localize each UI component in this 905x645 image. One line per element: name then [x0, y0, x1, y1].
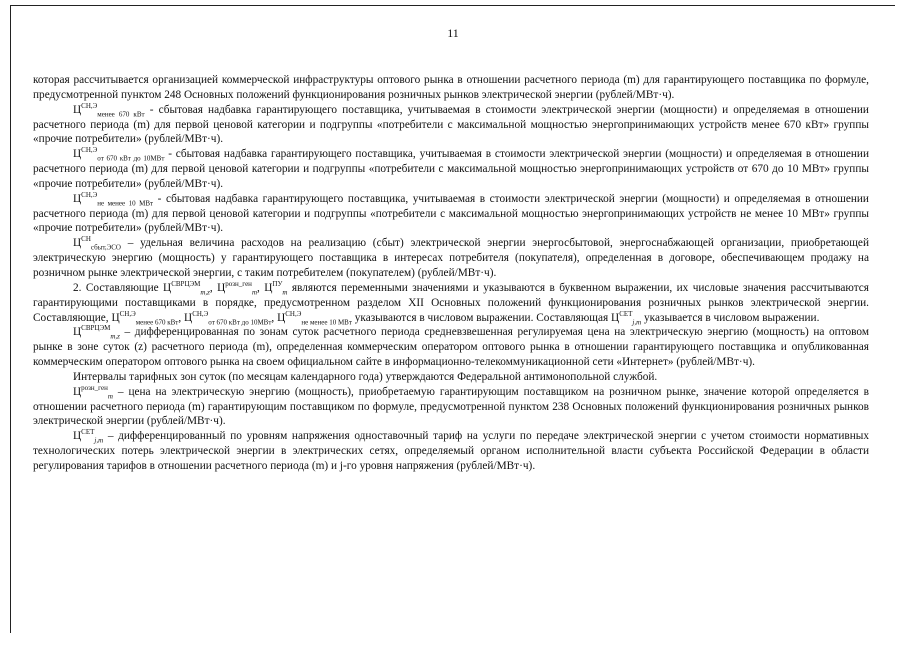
definition-text: – удельная величина расходов на реализацию (сбыт) электрической энергии энергосбытовой, энергоснабжающей организации, приобретающей электрическую энергию (мощность) у гарантирующего поставщика в интересах потребителя (покупателя), определенная в договоре, обеспечивающем продажу на розничном рынке электрической энергии, с таким потребителем (покупателем) (рублей/МВт·ч).: [33, 237, 869, 279]
paragraph-text: которая рассчитывается организацией коммерческой инфраструктуры оптового рынка в отношении расчетного периода (m) для гарантирующего поставщика по формуле, предусмотренной пунктом 248 Основных положений функционирования розничных рынков электрической энергии (рублей/МВт·ч).: [33, 74, 869, 101]
definition-network-tariff: [33, 429, 869, 474]
symbol-c-sn-e-over-10mw: $Ц^{СН,Э}_{не менее 10 МВт}$: [277, 309, 352, 326]
symbol-c-svrcem: $Ц^{СВРЦЭМ}_{m,z}$: [163, 280, 210, 297]
symbol-c-sn-e-under-670kw: $Ц^{СН,Э}_{менее 670 кВт}$: [73, 101, 145, 118]
definition-supply-markup-670kw-to-10mw: [33, 147, 869, 192]
paragraph-item-2-components: 2. Составляющие $Ц^{СВРЦЭМ}_{m,z}$, $Ц^{розн\_ген}_m$, $Ц^{ПУ}_m$ являются переменными значениями и указываются в буквенном выражении, их числовые значения рассчитываются гарантирующими поставщиками в порядке, предусмотренном разделом XII Основных положений функционирования розничных рынков электрической энергии. Составляющие, $Ц^{СН,Э}_{менее 670 кВт}$, $Ц^{СН,Э}_{от 670 кВт до 10МВт}$, $Ц^{СН,Э}_{не менее 10 МВт}$ указываются в числовом выражении. Составляющая $Ц^{СЕТ}_{j,m}$ указывается в числовом выражении.: [33, 280, 869, 326]
item-lead: 2. Составляющие: [73, 281, 164, 294]
page-number: 11: [447, 26, 459, 40]
paragraph-text: указываются в числовом выражении. Составляющая: [351, 311, 612, 324]
definition-sales-cost-eso: [33, 236, 869, 281]
symbol-c-svrcem: $Ц^{СВРЦЭМ}_{m,z}$: [73, 324, 120, 341]
definition-supply-markup-under-670kw: [33, 103, 869, 148]
symbol-c-sn-sbyt-eso: $Ц^{СН}_{сбыт,ЭСО}$: [73, 235, 121, 252]
symbol-c-set: $Ц^{СЕТ}_{j,m}$: [611, 309, 642, 326]
paragraph-text: указывается в числовом выражении.: [641, 311, 820, 324]
definition-text: - сбытовая надбавка гарантирующего поставщика, учитываемая в стоимости электрической энергии (мощности) и определяемая в отношении расчетного периода (m) для первой ценовой категории и подгруппы «потребители с максимальной мощностью энергопринимающих устройств менее 670 кВт» группы «прочие потребители» (рублей/МВт·ч).: [33, 103, 869, 146]
definition-supply-markup-over-10mw: [33, 192, 869, 237]
paragraph-tariff-zones: [33, 370, 869, 385]
symbol-c-pu: $Ц^{ПУ}_m$: [264, 280, 288, 297]
definition-text: - сбытовая надбавка гарантирующего поставщика, учитываемая в стоимости электрической энергии (мощности) и определяемая в отношении расчетного периода (m) для первой ценовой категории и подгруппы «потребители с максимальной мощностью энергопринимающих устройств не менее 10 МВт» группы «прочие потребители» (рублей/МВт·ч).: [33, 192, 869, 235]
paragraph-text: являются переменными значениями и указываются в буквенном выражении, их числовые значения рассчитываются гарантирующими поставщиками в порядке, предусмотренном разделом XII Основных положений функционирования розничных рынков электрической энергии. Составляющие,: [33, 281, 869, 324]
definition-text: – дифференцированный по уровням напряжения одноставочный тариф на услуги по передаче электрической энергии с учетом стоимости нормативных технологических потерь электрической энергии в электрических сетях, определяемый органом исполнительной власти субъекта Российской Федерации в области регулирования тарифов в отношении расчетного периода (m) и j-го уровня напряжения (рублей/МВт·ч).: [33, 430, 869, 472]
symbol-c-sn-e-670kw-to-10mw: $Ц^{СН,Э}_{от 670 кВт до 10МВт}$: [184, 309, 272, 326]
definition-wholesale-price-svrcem: [33, 325, 869, 370]
definition-text: – цена на электрическую энергию (мощность), приобретаемую гарантирующим поставщиком на розничном рынке, значение которой определяется в отношении расчетного периода (m) гарантирующим поставщиком по формуле, предусмотренной пунктом 238 Основных положений функционирования розничных рынков электрической энергии (рублей/МВт·ч).: [33, 385, 869, 428]
symbol-c-rozn-gen: $Ц^{розн\_ген}_m$: [73, 383, 113, 400]
symbol-c-sn-e-670kw-to-10mw: $Ц^{СН,Э}_{от 670 кВт до 10МВт}$: [73, 146, 165, 163]
symbol-c-sn-e-over-10mw: $Ц^{СН,Э}_{не менее 10 МВт}$: [73, 190, 154, 207]
symbol-c-rozn-gen: $Ц^{розн\_ген}_m$: [217, 280, 257, 297]
symbol-c-set: $Ц^{СЕТ}_{j,m}$: [73, 428, 104, 445]
symbol-c-sn-e-under-670kw: $Ц^{СН,Э}_{менее 670 кВт}$: [111, 309, 179, 326]
document-body: [33, 73, 869, 474]
definition-retail-generation-price: [33, 385, 869, 430]
definition-text: – дифференцированная по зонам суток расчетного периода средневзвешенная регулируемая цена на электрическую энергию (мощность) на оптовом рынке в зоне суток (z) расчетного периода (m), определенная коммерческим оператором оптового рынка в отношении гарантирующего поставщика и опубликованная коммерческим оператором оптового рынка на своем официальном сайте в информационно-телекоммуникационной сети «Интернет» (рублей/МВт·ч).: [33, 326, 869, 369]
paragraph-text: Интервалы тарифных зон суток (по месяцам календарного года) утверждаются Федеральной антимонопольной службой.: [73, 370, 658, 383]
paragraph-formula-continuation: [33, 73, 869, 103]
document-page: [10, 5, 895, 633]
definition-text: - сбытовая надбавка гарантирующего поставщика, учитываемая в стоимости электрической энергии (мощности) и определяемая в отношении расчетного периода (m) для первой ценовой категории и подгруппы «потребители с максимальной мощностью энергопринимающих устройств от 670 до 10 МВт» группы «прочие потребители» (рублей/МВт·ч).: [33, 148, 869, 190]
